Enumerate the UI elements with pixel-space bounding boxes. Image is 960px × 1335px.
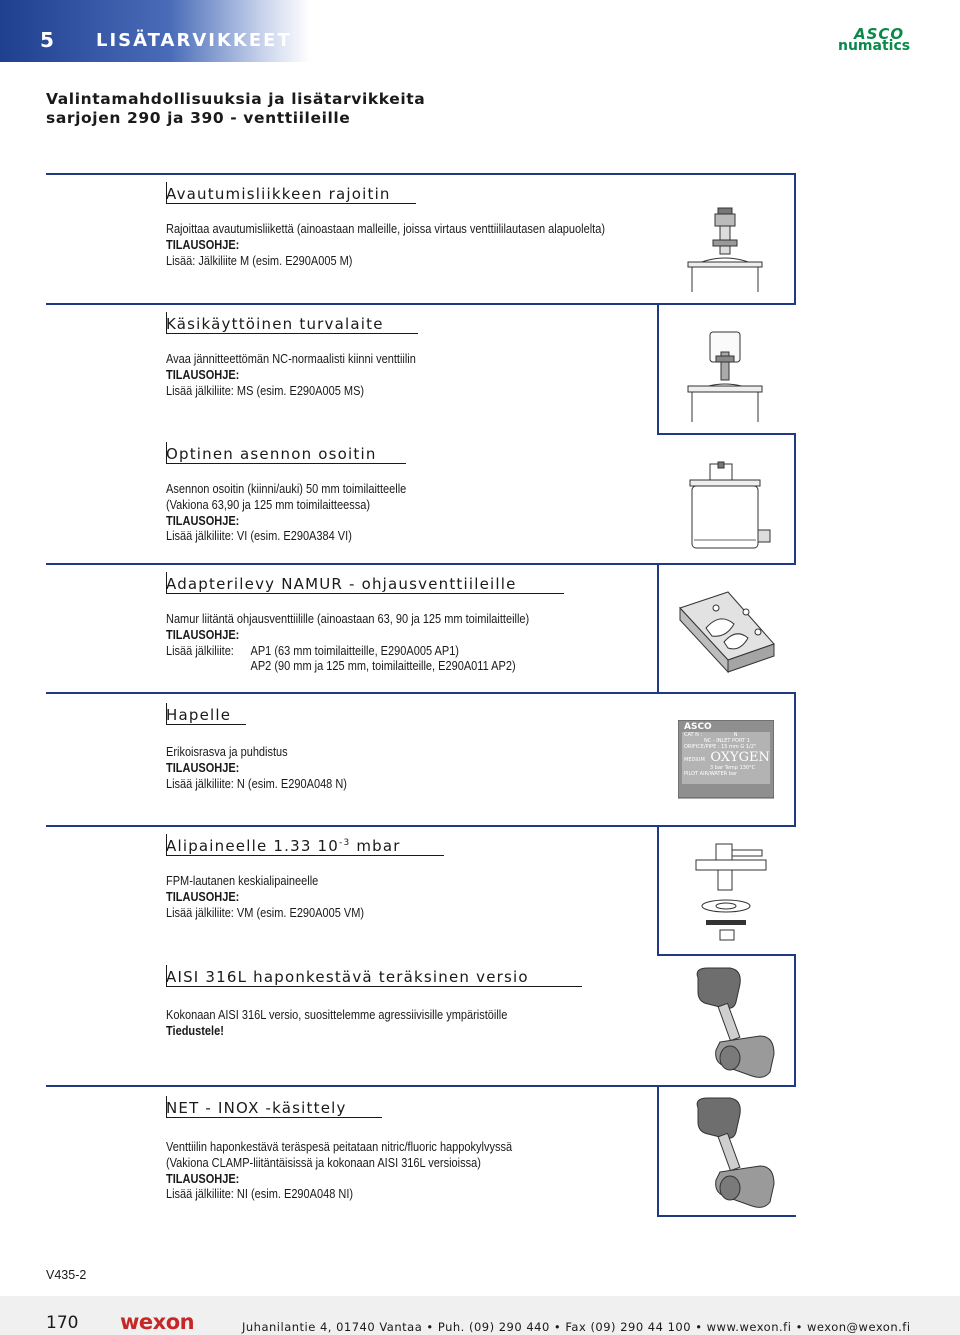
divider-5: [46, 825, 796, 827]
section-title-net-inox: NET - INOX -käsittely: [166, 1099, 347, 1117]
section-underline: [166, 333, 418, 334]
order-text: Lisää jälkiliite: N (esim. E290A048 N): [166, 776, 347, 791]
manual-override-illustration: [680, 326, 780, 424]
label-nc: NC - INLET PORT 1: [704, 738, 750, 744]
section-underline: [166, 1117, 382, 1118]
body-line: Venttiilin haponkestävä teräspesä peitataan nitric/fluoric happokylvyssä: [166, 1140, 513, 1154]
order-label: TILAUSOHJE:: [166, 367, 240, 382]
order-text: Lisää jälkiliite: VI (esim. E290A384 VI): [166, 529, 352, 544]
chapter-title: LISÄTARVIKKEET: [96, 30, 292, 51]
section-body: [166, 745, 347, 792]
order-text: Lisää jälkiliite: NI (esim. E290A048 NI): [166, 1187, 354, 1202]
section-body: [166, 352, 416, 399]
divider-2: [657, 433, 796, 435]
section-body: [166, 612, 529, 675]
aisi-valve-illustration: [690, 964, 780, 1082]
order-label: TILAUSOHJE:: [166, 1171, 240, 1186]
title-superscript: -3: [339, 838, 351, 848]
page-heading-line2: sarjojen 290 ja 390 - venttiileille: [46, 109, 351, 127]
oxygen-label-text: [684, 722, 774, 798]
position-indicator-illustration: [684, 460, 780, 556]
namur-adapter-plate-illustration: [676, 588, 780, 676]
net-inox-valve-illustration: [690, 1094, 780, 1212]
body-line: FPM-lautanen keskialipaineelle: [166, 874, 319, 888]
section-title-vacuum: [166, 837, 401, 855]
order-text-2: AP2 (90 mm ja 125 mm, toimilaitteille, E290A011 AP2): [250, 659, 516, 674]
body-line: Avaa jännitteettömän NC-normaalisti kiinni venttiilin: [166, 352, 416, 366]
section-underline: [166, 593, 564, 594]
label-cat: CAT N :: [684, 732, 703, 738]
title-suffix: mbar: [350, 837, 401, 855]
divider-3: [46, 563, 796, 565]
body-line: Rajoittaa avautumisliikettä (ainoastaan malleille, joissa virtaus venttiililautasen alapuolelta): [166, 222, 606, 236]
divider-6: [657, 954, 796, 956]
frame-left-6: [657, 825, 659, 956]
section-title-position-indicator: Optinen asennon osoitin: [166, 445, 377, 463]
logo-numatics: numatics: [838, 38, 911, 54]
page-heading: [46, 90, 646, 128]
order-label: TILAUSOHJE:: [166, 237, 240, 252]
section-underline: [166, 203, 416, 204]
page-heading-line1: Valintamahdollisuuksia ja lisätarvikkeita: [46, 90, 426, 108]
order-text: Lisää jälkiliite: MS (esim. E290A005 MS): [166, 383, 365, 398]
order-text: AP1 (63 mm toimilaitteille, E290A005 AP1): [250, 643, 459, 658]
label-brand: ASCO: [684, 722, 712, 732]
order-text: Lisää jälkiliite: VM (esim. E290A005 VM): [166, 905, 365, 920]
label-pilot: PILOT AIR/WATER bar: [684, 771, 738, 777]
divider-7: [46, 1085, 796, 1087]
divider-8: [657, 1215, 796, 1217]
chapter-number: 5: [40, 28, 54, 52]
order-label: Tiedustele!: [166, 1023, 224, 1038]
body-line: Erikoisrasva ja puhdistus: [166, 745, 288, 759]
body-line: Namur liitäntä ohjausventtiilille (ainoastaan 63, 90 ja 125 mm toimilaitteille): [166, 612, 530, 626]
order-label: TILAUSOHJE:: [166, 627, 240, 642]
order-text: Lisää: Jälkiliite M (esim. E290A005 M): [166, 253, 353, 268]
page-number: 170: [46, 1313, 79, 1333]
divider-top: [46, 173, 796, 175]
frame-left-8: [657, 1085, 659, 1217]
logo-asco: ASCO: [854, 25, 905, 43]
section-underline: [166, 986, 582, 987]
section-body: [166, 1008, 507, 1040]
label-pressure: 3 bar Temp 130°C: [710, 765, 756, 771]
label-medium: MEDIUM: [684, 757, 705, 763]
section-body: [166, 874, 364, 921]
body-line: Asennon osoitin (kiinni/auki) 50 mm toimilaitteelle: [166, 482, 407, 496]
frame-right-7: [794, 954, 796, 1087]
frame-right-1: [794, 173, 796, 305]
body-line: (Vakiona 63,90 ja 125 mm toimilaitteessa): [166, 497, 371, 512]
section-title-aisi-316l: AISI 316L haponkestävä teräksinen versio: [166, 968, 529, 986]
label-n: N: [733, 732, 738, 738]
section-underline: [166, 724, 246, 725]
frame-right-5: [794, 692, 796, 827]
document-code: V435-2: [46, 1268, 87, 1282]
body-line: Kokonaan AISI 316L versio, suosittelemme agressiivisille ympäristöille: [166, 1008, 508, 1022]
frame-left-4: [657, 563, 659, 694]
frame-left-2: [657, 303, 659, 435]
order-label: TILAUSOHJE:: [166, 513, 240, 528]
order-prefix: Lisää jälkiliite:: [166, 643, 234, 658]
stroke-limiter-illustration: [680, 200, 780, 296]
wexon-logo: wexon: [120, 1310, 195, 1334]
title-main: Alipaineelle 1.33 10: [166, 837, 340, 855]
section-body: [166, 482, 406, 545]
divider-1: [46, 303, 796, 305]
section-title-namur-adapter: Adapterilevy NAMUR - ohjausventtiileille: [166, 575, 517, 593]
section-title-manual-override: Käsikäyttöinen turvalaite: [166, 315, 384, 333]
header-bar: [0, 0, 960, 62]
section-body: [166, 1140, 512, 1203]
footer-contact: Juhanilantie 4, 01740 Vantaa • Puh. (09) 290 440 • Fax (09) 290 44 100 • www.wexon.fi • wexon@wexon.fi: [242, 1320, 911, 1334]
section-underline: [166, 463, 406, 464]
label-orifice: ORIFICE/PIPE : 15 mm G 1/2": [684, 744, 757, 750]
section-body: [166, 222, 605, 269]
section-underline: [166, 855, 444, 856]
body-line: (Vakiona CLAMP-liitäntäisissä ja kokonaan AISI 316L versioissa): [166, 1155, 481, 1170]
section-title-oxygen: Hapelle: [166, 706, 232, 724]
section-title-opening-limiter: Avautumisliikkeen rajoitin: [166, 185, 391, 203]
vacuum-seal-illustration: [692, 840, 776, 944]
order-label: TILAUSOHJE:: [166, 760, 240, 775]
frame-right-3: [794, 433, 796, 565]
divider-4: [46, 692, 796, 694]
asco-numatics-logo: [838, 25, 920, 53]
label-oxygen: OXYGEN: [710, 750, 770, 765]
order-label: TILAUSOHJE:: [166, 889, 240, 904]
